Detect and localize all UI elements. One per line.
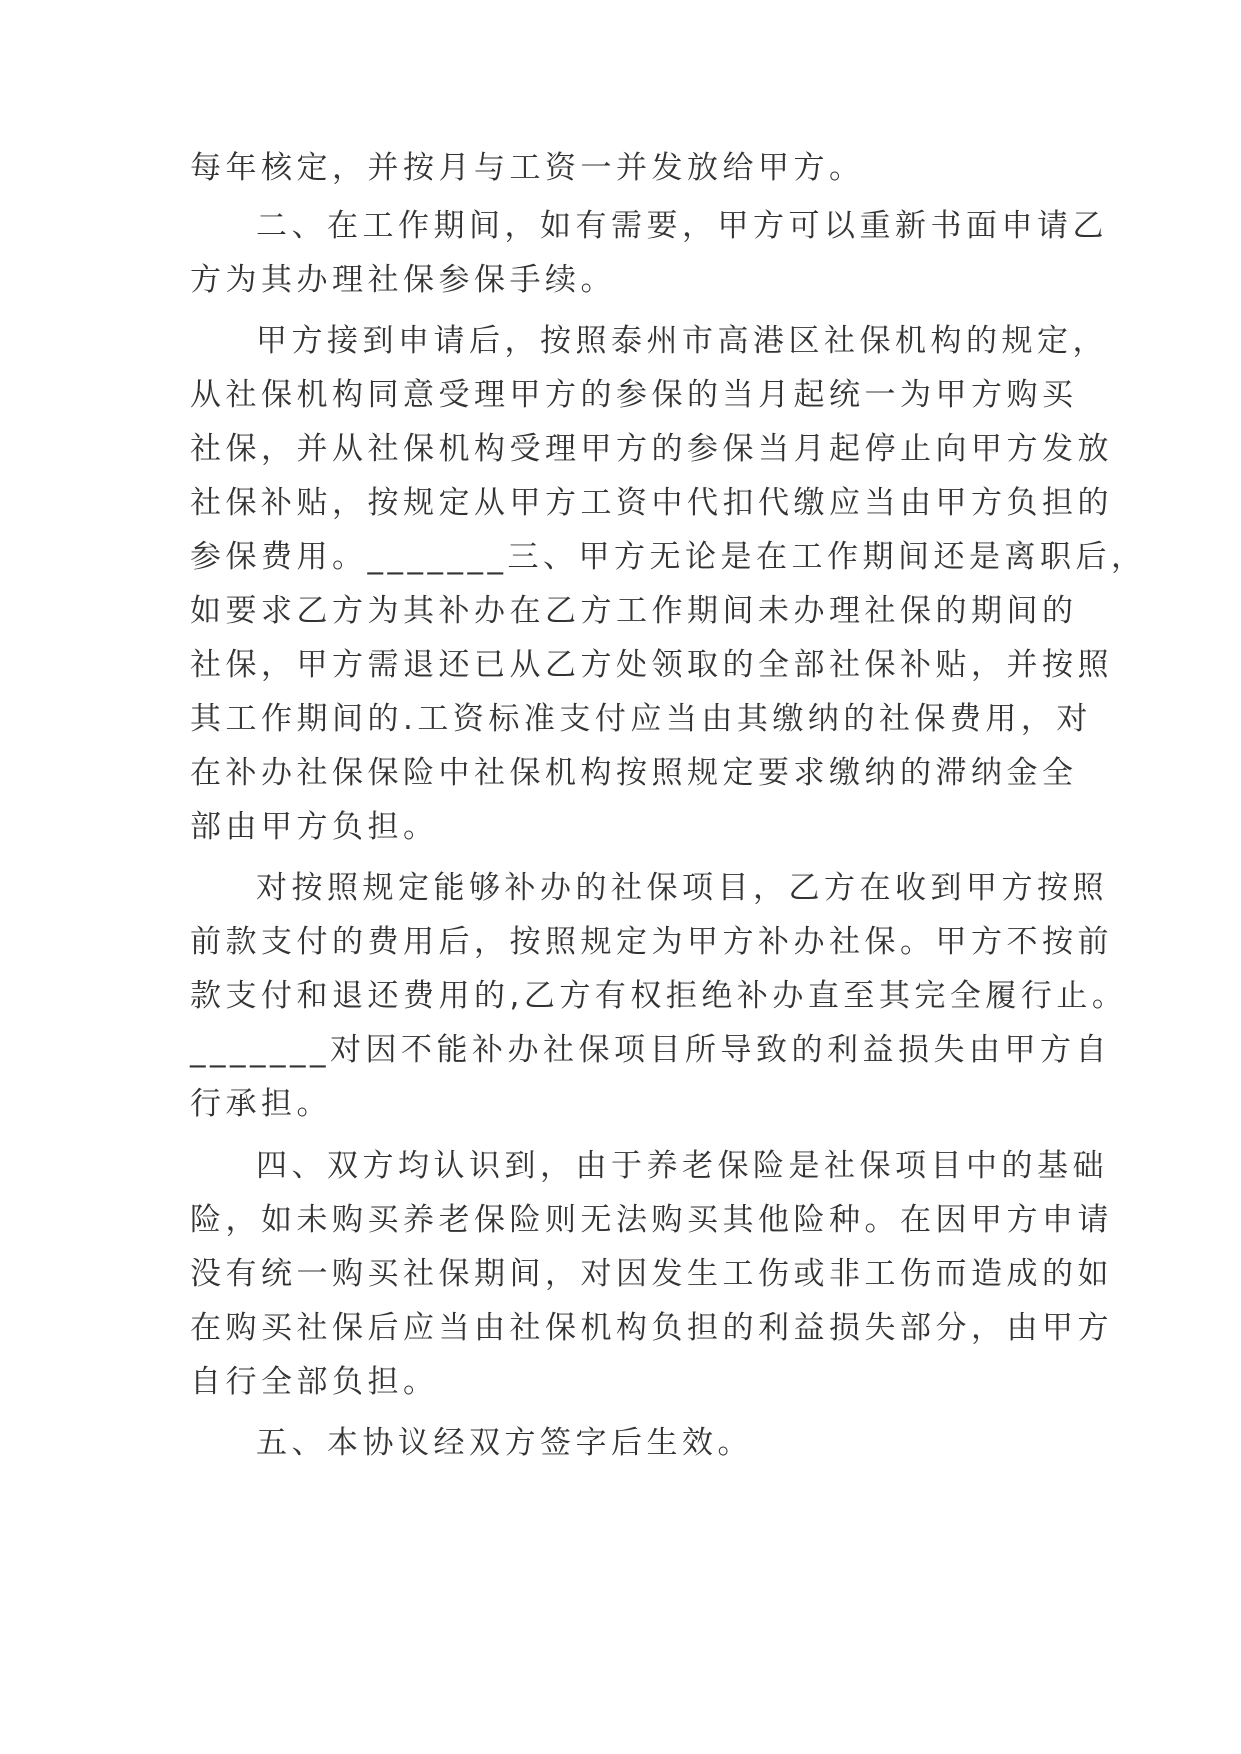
text-line-11: 其工作期间的.工资标准支付应当由其缴纳的社保费用，对 — [190, 701, 1092, 737]
text-line-7: 社保补贴，按规定从甲方工资中代扣代缴应当由甲方负担的 — [190, 485, 1113, 521]
text-line-2: 二、在工作期间，如有需要，甲方可以重新书面申请乙 — [256, 208, 1108, 244]
text-line-6: 社保，并从社保机构受理甲方的参保当月起停止向甲方发放 — [190, 431, 1113, 467]
text-line-8: 参保费用。_______三、甲方无论是在工作期间还是离职后， — [190, 539, 1147, 575]
text-line-10: 社保，甲方需退还已从乙方处领取的全部社保补贴，并按照 — [190, 647, 1113, 683]
text-line-18: 行承担。 — [190, 1086, 332, 1122]
text-line-17: _______对因不能补办社保项目所导致的利益损失由甲方自 — [190, 1032, 1111, 1068]
text-line-13: 部由甲方负担。 — [190, 809, 439, 845]
text-line-5: 从社保机构同意受理甲方的参保的当月起统一为甲方购买 — [190, 377, 1078, 413]
text-line-23: 自行全部负担。 — [190, 1364, 439, 1400]
text-line-9: 如要求乙方为其补办在乙方工作期间未办理社保的期间的 — [190, 593, 1078, 629]
text-line-21: 没有统一购买社保期间，对因发生工伤或非工伤而造成的如 — [190, 1256, 1113, 1292]
text-line-19: 四、双方均认识到，由于养老保险是社保项目中的基础 — [256, 1148, 1108, 1184]
text-line-22: 在购买社保后应当由社保机构负担的利益损失部分，由甲方 — [190, 1310, 1113, 1346]
text-line-16: 款支付和退还费用的,乙方有权拒绝补办直至其完全履行止。 — [190, 978, 1128, 1014]
text-line-15: 前款支付的费用后，按照规定为甲方补办社保。甲方不按前 — [190, 924, 1113, 960]
text-line-12: 在补办社保保险中社保机构按照规定要求缴纳的滞纳金全 — [190, 755, 1078, 791]
text-line-4: 甲方接到申请后，按照泰州市高港区社保机构的规定， — [256, 323, 1108, 359]
text-line-20: 险，如未购买养老保险则无法购买其他险种。在因甲方申请 — [190, 1202, 1113, 1238]
text-line-24: 五、本协议经双方签字后生效。 — [256, 1425, 753, 1461]
text-line-3: 方为其办理社保参保手续。 — [190, 262, 616, 298]
text-line-1: 每年核定，并按月与工资一并发放给甲方。 — [190, 150, 865, 186]
text-line-14: 对按照规定能够补办的社保项目，乙方在收到甲方按照 — [256, 870, 1108, 906]
